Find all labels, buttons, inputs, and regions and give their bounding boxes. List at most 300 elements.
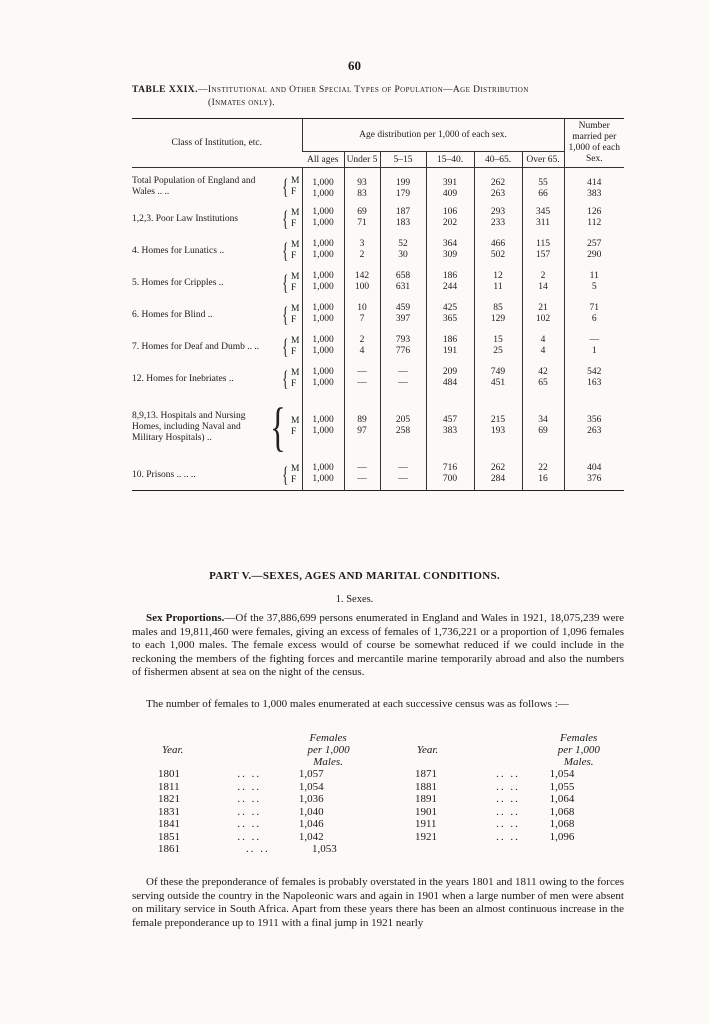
sex-marker: F (291, 251, 297, 261)
value-male: 356 (587, 415, 602, 425)
value-cell (302, 234, 344, 266)
value-female: 163 (587, 378, 602, 388)
table-row (132, 298, 624, 330)
paragraph-preponderance: Of these the preponderance of females is probably overstated in the years 1801 and 1811 owing to the forces serving outside the country in the Napoleonic wars and again in 1901 when a large number of men were absent on military service in South Africa. Apart from these years there has been an almost continuous increase in the female preponderance up to 1911 with a final jump in 1921 nearly (132, 876, 624, 929)
census-row (150, 843, 620, 856)
value-female: 102 (535, 314, 551, 324)
value-cell (474, 266, 522, 298)
value-cell (344, 168, 380, 203)
value-label-2: per 1,000 (307, 744, 350, 756)
table-row (132, 266, 624, 298)
leader-dots: .. .. (237, 793, 262, 805)
value-female: 309 (442, 250, 458, 260)
value-male: 209 (442, 367, 458, 377)
value-male: — (398, 367, 408, 377)
value-female: 409 (442, 189, 458, 199)
table-row (132, 394, 624, 458)
value-female: 83 (357, 189, 367, 199)
value-male: 3 (359, 239, 365, 249)
census-year: 1841 (158, 818, 180, 830)
value-cell (522, 330, 564, 362)
institution-name: 10. Prisons .. .. .. (132, 469, 196, 480)
brace-icon: { (282, 462, 289, 487)
institution-age-table (132, 118, 624, 491)
institution-name: 1,2,3. Poor Law Institutions (132, 213, 239, 224)
value-male: 71 (589, 303, 599, 313)
census-value: 1,096 (549, 830, 575, 843)
sex-marker: F (291, 283, 297, 293)
value-female: 502 (490, 250, 506, 260)
value-male: 404 (587, 463, 602, 473)
leader-dots: .. .. (496, 793, 520, 805)
value-female: 484 (442, 378, 458, 388)
value-cell (344, 234, 380, 266)
value-cell (380, 362, 426, 394)
census-year: 1891 (414, 793, 437, 805)
institution-class-cell (132, 298, 302, 330)
value-male: 89 (357, 415, 367, 425)
paragraph-sex-proportions (132, 612, 624, 680)
value-male: — (357, 367, 367, 377)
value-female: 16 (538, 474, 548, 484)
value-female: 30 (398, 250, 408, 260)
value-female: 66 (538, 189, 548, 199)
value-cell (302, 202, 344, 234)
value-male: 414 (587, 178, 602, 188)
sex-marker: M (291, 176, 300, 186)
value-male: 126 (587, 207, 602, 217)
census-value: 1,068 (549, 818, 575, 830)
value-cell (380, 330, 426, 362)
value-label-1-right: Females (560, 732, 598, 744)
sex-marker: M (291, 272, 300, 282)
value-male: 658 (395, 271, 411, 281)
value-male: 187 (395, 207, 411, 217)
census-value: 1,042 (298, 830, 324, 843)
institution-name: 5. Homes for Cripples .. (132, 277, 224, 288)
value-male: 262 (490, 178, 506, 188)
value-female: 451 (490, 378, 506, 388)
value-male: 4 (540, 335, 546, 345)
brace-icon: { (282, 238, 289, 263)
value-cell (564, 266, 624, 298)
value-female: 1,000 (312, 189, 334, 199)
value-female: 383 (442, 426, 458, 436)
married-column-header: Number married per 1,000 of each Sex. (564, 119, 624, 168)
value-female: 193 (490, 426, 506, 436)
value-cell (522, 234, 564, 266)
value-male: 186 (442, 271, 458, 281)
part-heading: PART V.—SEXES, AGES AND MARITAL CONDITIONS. (209, 570, 500, 582)
census-row (150, 793, 620, 806)
value-female: 365 (442, 314, 458, 324)
value-cell (564, 330, 624, 362)
value-female: 5 (591, 282, 597, 292)
table-row (132, 202, 624, 234)
institution-class-cell (132, 330, 302, 362)
value-male: 391 (442, 178, 458, 188)
value-male: 364 (442, 239, 458, 249)
leader-dots: .. .. (237, 805, 262, 818)
institution-class-cell (132, 266, 302, 298)
value-male: 1,000 (312, 207, 334, 217)
table-row (132, 330, 624, 362)
sex-marker: M (291, 416, 300, 426)
leader-dots: .. .. (496, 805, 520, 818)
brace-icon: { (282, 302, 289, 327)
value-female: 1,000 (312, 282, 334, 292)
value-male: 15 (493, 335, 503, 345)
value-cell (522, 362, 564, 394)
value-cell (380, 458, 426, 491)
census-value: 1,036 (298, 793, 324, 805)
census-year: 1901 (414, 805, 437, 818)
value-male: 466 (490, 239, 506, 249)
value-cell (426, 458, 474, 491)
value-female: 14 (538, 282, 548, 292)
institution-class-cell (132, 234, 302, 266)
value-male: — (398, 463, 408, 473)
value-label-3: Males. (313, 756, 343, 768)
value-male: 1,000 (312, 463, 334, 473)
value-male: 459 (395, 303, 411, 313)
value-cell (426, 234, 474, 266)
value-female: 4 (359, 346, 365, 356)
value-female: — (357, 474, 367, 484)
value-female: 65 (538, 378, 548, 388)
value-female: 1 (591, 346, 597, 356)
sex-marker: F (291, 347, 297, 357)
brace-icon: { (282, 366, 289, 391)
value-male: 106 (442, 207, 458, 217)
sex-marker: F (291, 475, 297, 485)
value-male: 793 (395, 335, 411, 345)
sex-marker: M (291, 464, 300, 474)
value-male: 115 (536, 239, 550, 249)
value-cell (426, 330, 474, 362)
value-cell (564, 168, 624, 203)
value-female: 383 (587, 189, 602, 199)
census-value: 1,064 (549, 793, 575, 805)
institution-class-cell (132, 394, 302, 458)
value-cell (522, 394, 564, 458)
census-year: 1831 (158, 805, 180, 818)
value-cell (474, 168, 522, 203)
page-number: 60 (348, 58, 361, 73)
value-cell (522, 298, 564, 330)
value-female: 191 (442, 346, 458, 356)
value-female: 25 (493, 346, 503, 356)
census-row (150, 806, 620, 819)
census-value: 1,068 (549, 805, 575, 818)
value-female: 311 (536, 218, 550, 228)
age-column-header: 15–40. (426, 152, 474, 168)
value-cell (564, 458, 624, 491)
sex-marker: M (291, 336, 300, 346)
table-title-continued: (Inmates only). (208, 98, 275, 108)
value-male: 749 (490, 367, 506, 377)
value-female: 129 (490, 314, 506, 324)
value-cell (564, 394, 624, 458)
value-female: 4 (540, 346, 546, 356)
census-value: 1,054 (298, 780, 324, 793)
brace-icon: { (282, 270, 289, 295)
value-female: 1,000 (312, 218, 334, 228)
value-female: 97 (357, 426, 367, 436)
value-male: 1,000 (312, 178, 334, 188)
sex-marker: F (291, 427, 297, 437)
value-cell (522, 202, 564, 234)
sex-marker: F (291, 315, 297, 325)
leader-dots: .. .. (237, 818, 262, 830)
value-female: 263 (490, 189, 506, 199)
value-cell (426, 298, 474, 330)
value-male: 34 (538, 415, 548, 425)
table-row (132, 458, 624, 491)
leader-dots: .. .. (246, 843, 270, 855)
brace-icon: { (282, 334, 289, 359)
section-heading: 1. Sexes. (335, 594, 374, 605)
value-cell (344, 298, 380, 330)
value-cell (344, 362, 380, 394)
value-male: — (589, 335, 599, 345)
value-male: 186 (442, 335, 458, 345)
value-female: 2 (359, 250, 365, 260)
census-value: 1,054 (549, 768, 575, 780)
table-row (132, 168, 624, 203)
value-female: 1,000 (312, 426, 334, 436)
value-cell (380, 266, 426, 298)
value-cell (302, 298, 344, 330)
census-row (150, 768, 620, 781)
value-female: 258 (395, 426, 411, 436)
value-male: 93 (357, 178, 367, 188)
value-female: 244 (442, 282, 458, 292)
sex-marker: F (291, 219, 297, 229)
value-cell (474, 362, 522, 394)
value-male: 457 (442, 415, 458, 425)
value-female: 284 (490, 474, 506, 484)
census-ratio-table (150, 732, 620, 856)
census-year: 1821 (158, 793, 180, 805)
institution-name: 6. Homes for Blind .. (132, 309, 213, 320)
value-female: 11 (493, 282, 503, 292)
value-male: 1,000 (312, 303, 334, 313)
value-cell (426, 266, 474, 298)
class-column-header: Class of Institution, etc. (132, 119, 302, 168)
value-female: 183 (395, 218, 411, 228)
census-row (150, 831, 620, 844)
institution-class-cell (132, 458, 302, 491)
value-female: 631 (395, 282, 411, 292)
institution-class-cell (132, 168, 302, 203)
census-row (150, 781, 620, 794)
value-cell (474, 234, 522, 266)
sex-marker: F (291, 187, 297, 197)
value-cell (344, 266, 380, 298)
institution-name: 8,9,13. Hospitals and Nursing Homes, including Naval and Military Hospitals) .. (132, 410, 246, 443)
value-male: 2 (540, 271, 546, 281)
age-group-header: Age distribution per 1,000 of each sex. (302, 119, 564, 152)
value-cell (522, 458, 564, 491)
value-cell (380, 168, 426, 203)
institution-name: Total Population of England and Wales .. .. (132, 176, 256, 197)
value-cell (426, 362, 474, 394)
value-male: 11 (589, 271, 599, 281)
age-column-header: Under 5 (344, 152, 380, 168)
census-year: 1881 (414, 780, 437, 793)
value-female: 6 (591, 314, 597, 324)
value-cell (474, 202, 522, 234)
brace-icon: { (282, 174, 289, 199)
value-female: — (398, 474, 408, 484)
value-female: 776 (395, 346, 411, 356)
value-male: 293 (490, 207, 506, 217)
table-row (132, 362, 624, 394)
value-female: — (357, 378, 367, 388)
value-female: 376 (587, 474, 602, 484)
value-male: 55 (538, 178, 548, 188)
institution-class-cell (132, 202, 302, 234)
paragraph-body: —Of the 37,886,699 persons enumerated in England and Wales in 1921, 18,075,239 were males and 19,811,460 were females, giving an excess of females of 1,736,221 or a proportion of 1,096 females to each 1,000 males. The female excess would of course be somewhat reduced if we could include in the reckoning the members of the fighting forces and mercantile marine temporarily abroad and also the numbers of fishermen absent at sea on the night of the census. (132, 612, 624, 678)
table-title: —Institutional and Other Special Types of Population—Age Distribution (198, 85, 529, 95)
leader-dots: .. .. (496, 780, 520, 793)
sex-marker: F (291, 379, 297, 389)
run-in-heading: Sex Proportions. (146, 612, 225, 624)
value-cell (380, 202, 426, 234)
institution-name: 12. Homes for Inebriates .. (132, 373, 234, 384)
value-female: 100 (354, 282, 370, 292)
value-female: 1,000 (312, 314, 334, 324)
value-cell (302, 266, 344, 298)
value-cell (474, 330, 522, 362)
value-female: 179 (395, 189, 411, 199)
value-male: 542 (587, 367, 602, 377)
sex-marker: M (291, 208, 300, 218)
census-year: 1861 (158, 843, 180, 855)
value-cell (344, 202, 380, 234)
leader-dots: .. .. (237, 830, 262, 843)
value-cell (426, 168, 474, 203)
value-male: 2 (359, 335, 365, 345)
census-value: 1,055 (549, 780, 575, 793)
value-cell (344, 330, 380, 362)
value-cell (474, 394, 522, 458)
value-female: 1,000 (312, 346, 334, 356)
value-male: — (357, 463, 367, 473)
value-male: 142 (354, 271, 370, 281)
value-male: 1,000 (312, 335, 334, 345)
age-column-header: All ages (302, 152, 344, 168)
value-label-2-right: per 1,000 (557, 744, 600, 756)
value-male: 1,000 (312, 367, 334, 377)
value-male: 1,000 (312, 271, 334, 281)
value-male: 205 (395, 415, 411, 425)
value-cell (564, 202, 624, 234)
age-column-header: 40–65. (474, 152, 522, 168)
value-label-1: Females (309, 732, 347, 744)
value-male: 21 (538, 303, 548, 313)
value-female: 290 (587, 250, 602, 260)
value-label-3-right: Males. (563, 756, 594, 768)
value-female: 263 (587, 426, 602, 436)
leader-dots: .. .. (237, 780, 262, 793)
year-label: Year. (162, 744, 184, 756)
table-label: TABLE XXIX. (132, 85, 199, 95)
value-female: 700 (442, 474, 458, 484)
value-male: 22 (538, 463, 548, 473)
institution-class-cell (132, 362, 302, 394)
value-male: 215 (490, 415, 506, 425)
brace-icon: { (270, 397, 286, 457)
age-column-header: 5–15 (380, 152, 426, 168)
value-male: 257 (587, 239, 602, 249)
value-male: 425 (442, 303, 458, 313)
census-row (150, 818, 620, 831)
census-value: 1,046 (298, 818, 324, 830)
value-female: 7 (359, 314, 365, 324)
value-male: 716 (442, 463, 458, 473)
institution-name: 4. Homes for Lunatics .. (132, 245, 225, 256)
census-value: 1,057 (298, 768, 324, 780)
value-cell (380, 234, 426, 266)
value-cell (474, 458, 522, 491)
value-female: 1,000 (312, 378, 334, 388)
leader-dots: .. .. (496, 818, 520, 830)
value-male: 262 (490, 463, 506, 473)
census-year: 1811 (158, 780, 180, 793)
value-cell (564, 298, 624, 330)
value-male: 345 (535, 207, 551, 217)
value-female: 1,000 (312, 250, 334, 260)
value-male: 52 (398, 239, 408, 249)
leader-dots: .. .. (496, 830, 520, 843)
value-cell (564, 234, 624, 266)
value-cell (522, 168, 564, 203)
value-male: 199 (395, 178, 411, 188)
value-cell (380, 298, 426, 330)
census-year: 1921 (414, 830, 437, 843)
value-cell (522, 266, 564, 298)
value-female: — (398, 378, 408, 388)
value-cell (302, 458, 344, 491)
value-male: 85 (493, 303, 503, 313)
value-cell (302, 362, 344, 394)
value-cell (302, 394, 344, 458)
census-value: 1,053 (312, 843, 337, 855)
value-male: 10 (357, 303, 367, 313)
leader-dots: .. .. (237, 768, 262, 780)
value-cell (302, 330, 344, 362)
census-value: 1,040 (298, 805, 324, 818)
value-male: 1,000 (312, 415, 334, 425)
value-female: 71 (357, 218, 367, 228)
sex-marker: M (291, 240, 300, 250)
sex-marker: M (291, 368, 300, 378)
brace-icon: { (282, 206, 289, 231)
value-female: 233 (490, 218, 506, 228)
value-female: 157 (535, 250, 551, 260)
value-cell (426, 202, 474, 234)
value-cell (474, 298, 522, 330)
value-female: 69 (538, 426, 548, 436)
leader-dots: .. .. (496, 768, 520, 780)
value-female: 112 (587, 218, 602, 228)
value-cell (564, 362, 624, 394)
value-male: 1,000 (312, 239, 334, 249)
value-cell (426, 394, 474, 458)
census-year: 1911 (414, 818, 437, 830)
